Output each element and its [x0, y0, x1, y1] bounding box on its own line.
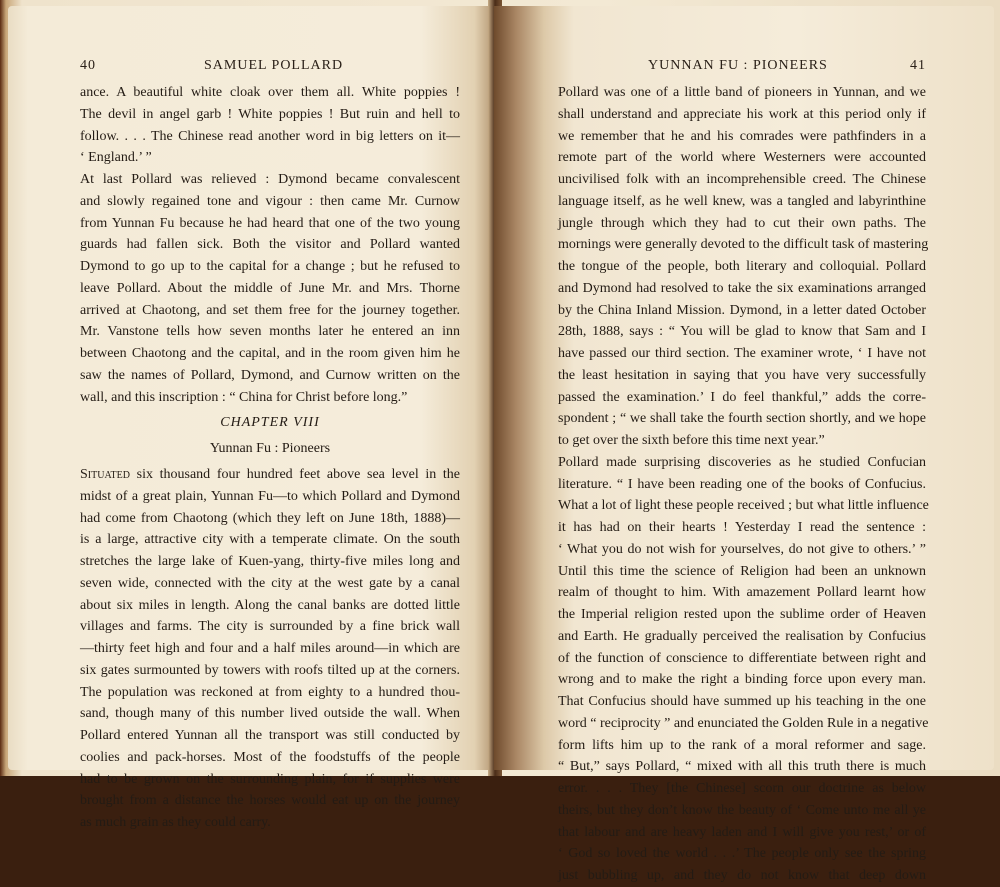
text-line: the least hesitation in saying that you have very successfully: [558, 367, 926, 383]
text-line: had to be grown on the surrounding plain, for if supplies were: [80, 771, 460, 787]
text-line: six gates surmounted by towers with roofs tilted up at the corners.: [80, 662, 460, 678]
text-line: theirs, but they don’t know the beauty of ‘ Come unto me all ye: [558, 802, 926, 818]
text-line: to get over the sixth before this time next year.”: [558, 433, 825, 448]
text-line: Mr. Vanstone tells how seven months later he entered an inn: [80, 324, 460, 340]
text-line: stretches the large lake of Kuen-yang, thirty-five miles long and: [80, 554, 460, 569]
opening-word: Situated: [80, 467, 130, 482]
left-body-bottom: [80, 464, 460, 834]
text-line: between Chaotong and the capital, and in the room given him he: [80, 346, 460, 361]
text-line: —thirty feet high and four and a half miles around—in which are: [80, 641, 460, 656]
text-line: sand, though many of this number lived outside the wall. When: [80, 706, 460, 722]
page-number-right: 41: [910, 58, 926, 73]
text-line: guards had fallen sick. Both the visitor and Pollard wanted: [80, 237, 460, 253]
text-line: remote part of the world where Westerners were accounted: [558, 150, 926, 166]
text-line: ance. A beautiful white cloak over them all. White poppies !: [80, 85, 460, 100]
running-head-right: YUNNAN FU : PIONEERS: [648, 58, 828, 73]
text-line: [80, 464, 460, 486]
text-line: Dymond to go up to the capital for a change ; but he refused to: [80, 259, 460, 274]
text-line: realm of thought to him. With amazement Pollard learnt how: [558, 585, 926, 601]
chapter-title: Yunnan Fu : Pioneers: [209, 441, 331, 456]
text-line: What a lot of light these people received ; but what little influence: [558, 498, 929, 514]
text-line: arrived at Chaotong, and set them free for the journey together.: [80, 302, 460, 318]
left-page: [8, 6, 494, 830]
text-line: of the function of conscience to differentiate between right and: [558, 650, 926, 666]
chapter-title-block: [80, 438, 460, 460]
text-line: saw the names of Pollard, Dymond, and Curnow written on the: [80, 367, 460, 383]
text-line: The devil in angel garb ! White poppies ! But ruin and hell to: [80, 106, 460, 122]
text-line: shall understand and appreciate his work at this period only if: [558, 106, 926, 122]
text-line: jungle through which they had to cut their own paths. The: [558, 215, 926, 231]
text-line: midst of a great plain, Yunnan Fu—to which Pollard and Dymond: [80, 488, 460, 504]
text-line: and Dymond had resolved to take the six examinations arranged: [558, 280, 926, 296]
text-line: seven wide, connected with the city at the west gate by a canal: [80, 575, 460, 591]
text-line: about six miles in length. Along the canal banks are dotted little: [80, 597, 460, 613]
text-line: is a large, attractive city with a temperate climate. On the south: [80, 532, 460, 548]
text-line: coolies and pack-horses. Most of the foodstuffs of the people: [80, 749, 460, 765]
text-line: have passed our third section. The examiner wrote, ‘ I have not: [558, 346, 926, 361]
text-line: it has had on their hearts ! Yesterday I read the sentence :: [558, 520, 926, 535]
text-line: passed the examination.’ I do feel thankful,” adds the corre-: [558, 389, 926, 405]
text-line: that labour and are heavy laden and I will give you rest,’ or of: [558, 824, 926, 840]
text-line: by the China Inland Mission. Dymond, in a letter dated October: [558, 302, 926, 318]
right-page: [494, 6, 994, 883]
text-line: just bubbling up, and they do not know that deep down: [558, 868, 926, 883]
text-line: ‘ What you do not wish for yourselves, do not give to others.’ ”: [558, 541, 926, 557]
text-line-rest: six thousand four hundred feet above sea level in the: [130, 467, 460, 482]
text-line: ‘ England.’ ”: [80, 150, 152, 166]
left-body-top: [80, 82, 460, 408]
text-line: Pollard made surprising discoveries as he studied Confucian: [558, 454, 926, 470]
text-line: form lifts him up to the rank of a moral reformer and sage.: [558, 737, 926, 753]
text-line: brought from a distance the horses would eat up on the journey: [80, 793, 460, 809]
chapter-heading-block: [80, 412, 460, 434]
text-line: spondent ; “ we shall take the fourth section shortly, and we hope: [558, 411, 926, 427]
text-line: Pollard was one of a little band of pioneers in Yunnan, and we: [558, 85, 926, 100]
running-head-left: SAMUEL POLLARD: [204, 58, 344, 73]
text-line: the Imperial religion rested upon the sublime order of Heaven: [558, 607, 926, 622]
text-line: mornings were generally devoted to the difficult task of mastering: [558, 237, 929, 253]
text-line: word “ reciprocity ” and enunciated the Golden Rule in a negative: [558, 715, 929, 731]
text-line: 28th, 1888, says : “ You will be glad to know that Sam and I: [558, 324, 926, 340]
text-line: the tongue of the people, both literary and colloquial. Pollard: [558, 259, 926, 274]
right-body: [558, 82, 929, 887]
text-line: villages and farms. The city is surrounded by a fine brick wall: [80, 619, 460, 635]
text-line: and Earth. He gradually perceived the realisation by Confucius: [558, 628, 926, 644]
text-line: had come from Chaotong (which they left on June 18th, 1888)—: [80, 510, 460, 526]
text-line: Until this time the science of Religion had been an unknown: [558, 563, 926, 579]
text-line: error. . . . They [the Chinese] scorn our doctrine as below: [558, 781, 926, 796]
text-line: from Yunnan Fu because he had heard that one of the two young: [80, 215, 460, 231]
text-line: wall, and this inscription : “ China for Christ before long.”: [80, 389, 408, 405]
text-line: At last Pollard was relieved : Dymond became convalescent: [80, 172, 460, 187]
chapter-heading: CHAPTER VIII: [220, 415, 320, 430]
text-line: Pollard entered Yunnan all the transport was still conducted by: [80, 728, 460, 743]
text-line: “ But,” says Pollard, “ mixed with all this truth there is much: [558, 759, 926, 775]
text-line: ‘ God so loved the world . . .’ The people only see the spring: [558, 846, 926, 862]
page-number-left: 40: [80, 58, 96, 73]
text-line: wrong and to make the right a binding force upon every man.: [558, 672, 926, 688]
text-line: uncivilised folk with an incomprehensible creed. The Chinese: [558, 172, 926, 187]
text-line: we remember that he and his comrades were pathfinders in a: [558, 128, 926, 144]
text-line: follow. . . . The Chinese read another word in big letters on it—: [80, 128, 460, 144]
text-line: language itself, as he well knew, was a tangled and labyrinthine: [558, 193, 926, 209]
text-line: literature. “ I have been reading one of the books of Confucius.: [558, 476, 926, 492]
text-line: as much grain as they could carry.: [80, 815, 271, 830]
text-line: and slowly regained tone and vigour : then came Mr. Curnow: [80, 193, 460, 209]
text-line: The population was reckoned at from eighty to a hundred thou-: [80, 684, 460, 700]
text-line: leave Pollard. About the middle of June Mr. and Mrs. Thorne: [80, 280, 460, 296]
text-line: That Confucius should have summed up his teaching in the one: [558, 694, 926, 709]
